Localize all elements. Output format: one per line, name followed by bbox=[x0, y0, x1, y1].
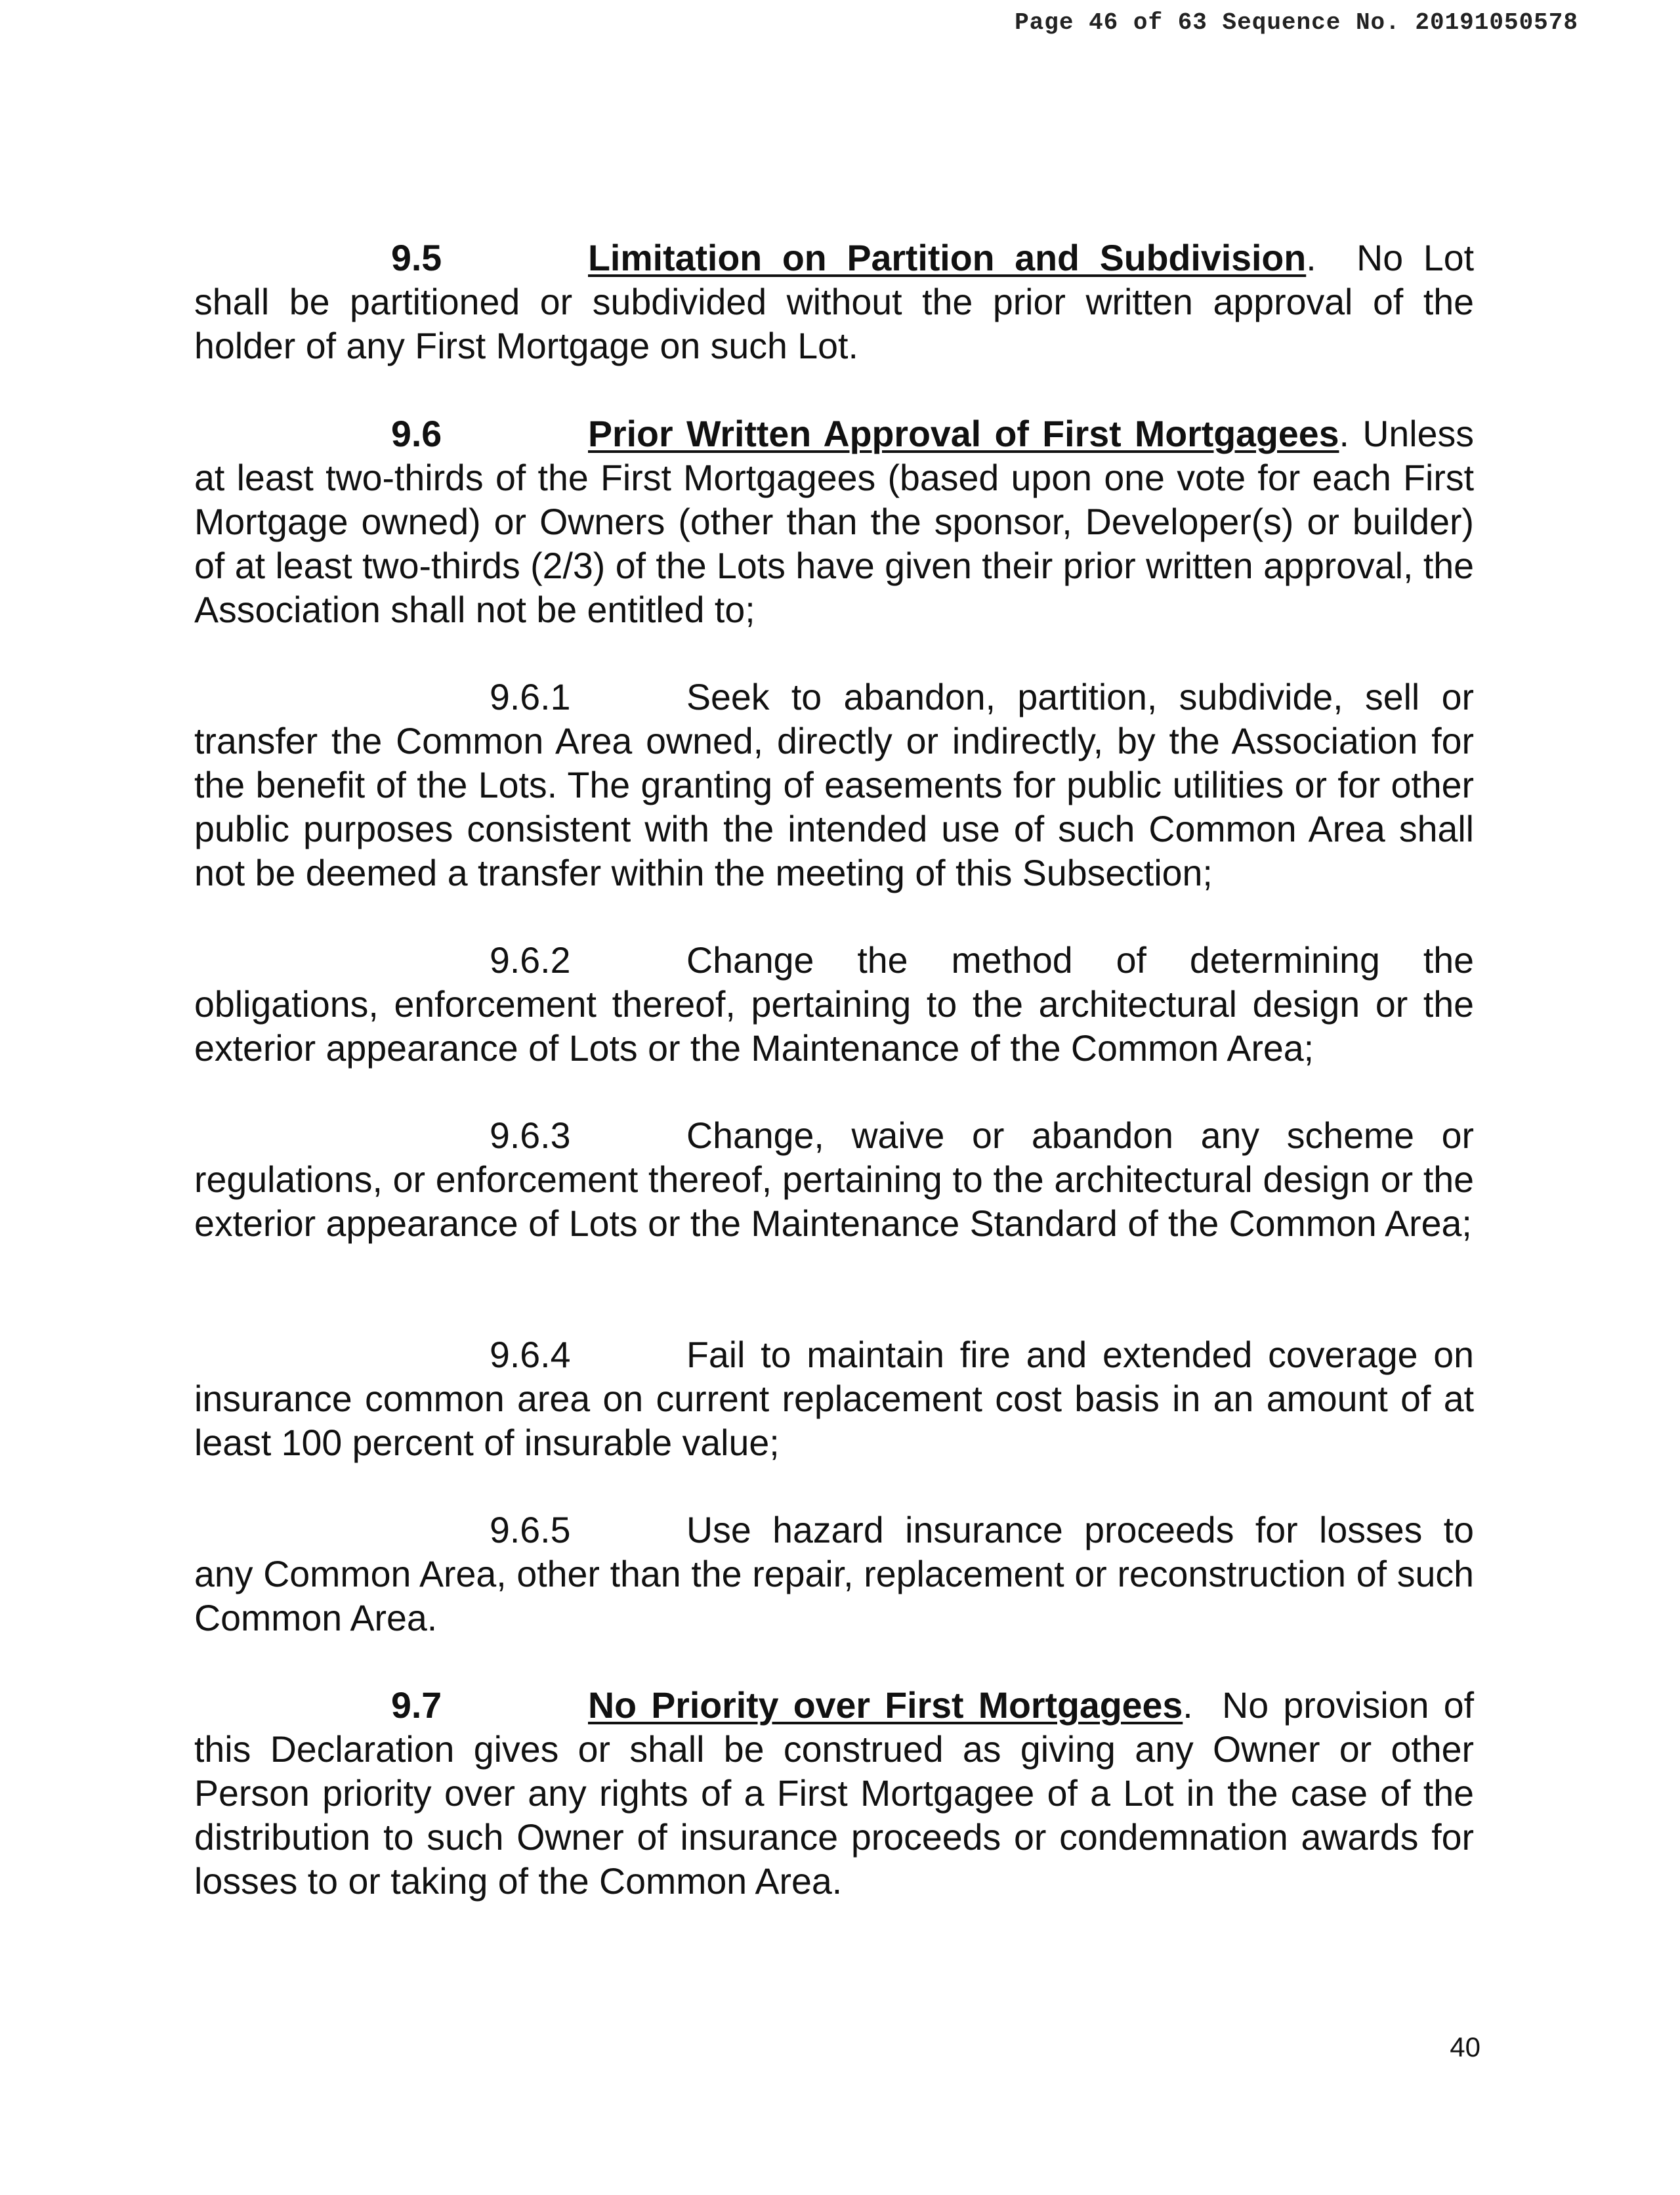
section-9-6-5 bbox=[194, 1508, 1474, 1640]
page-header: Page 46 of 63 Sequence No. 20191050578 bbox=[1015, 9, 1578, 36]
section-text: No Lot shall be partitioned or subdivided without the prior written approval of the holder of any First Mortgage on such Lot. bbox=[194, 238, 1474, 366]
section-heading: Prior Written Approval of First Mortgagees bbox=[588, 414, 1339, 454]
section-9-6-1 bbox=[194, 675, 1474, 895]
section-9-6: 9.6 Prior Written Approval of First Mortgagees. Unless at least two-thirds of the First Mortgagees (based upon one vote for each First Mortgage owned) or Owners (other than the sponsor, Developer(s) or builder) of at least two-thirds (2/3) of the Lots have given their prior written approval, the Association shall not be entitled to; bbox=[194, 414, 1474, 630]
section-9-6-3 bbox=[194, 1114, 1474, 1246]
section-9-6-2 bbox=[194, 939, 1474, 1071]
subsection-text: Seek to abandon, partition, subdivide, sell or transfer the Common Area owned, directly or indirectly, by the Association for the benefit of the Lots. The granting of easements for public utilities or for other public purposes consistent with the intended use of such Common Area shall not be deemed a transfer within the meeting of this Subsection; bbox=[194, 677, 1474, 893]
page-number: 40 bbox=[1450, 2032, 1480, 2062]
subsection-text: Change, waive or abandon any scheme or regulations, or enforcement thereof, pertaining to the architectural design or the exterior appearance of Lots or the Maintenance Standard of the Common Area; bbox=[194, 1115, 1474, 1244]
section-heading: Limitation on Partition and Subdivision bbox=[588, 238, 1307, 278]
section-number: 9.5 bbox=[391, 238, 442, 278]
section-9-5: 9.5 Limitation on Partition and Subdivision. No Lot shall be partitioned or subdivided without the prior written approval of the holder of any First Mortgage on such Lot. bbox=[194, 238, 1474, 366]
section-number: 9.7 bbox=[391, 1685, 442, 1726]
subsection-text: Fail to maintain fire and extended coverage on insurance common area on current replacement cost basis in an amount of at least 100 percent of insurable value; bbox=[194, 1334, 1474, 1463]
section-text: No provision of this Declaration gives or shall be construed as giving any Owner or other Person priority over any rights of a First Mortgagee of a Lot in the case of the distribution to such Owner of insurance proceeds or condemnation awards for losses to or taking of the Common Area. bbox=[194, 1685, 1475, 1902]
subsection-number: 9.6.4 bbox=[490, 1334, 571, 1375]
subsection-text: Change the method of determining the obligations, enforcement thereof, pertaining to the architectural design or the exterior appearance of Lots or the Maintenance of the Common Area; bbox=[194, 940, 1474, 1069]
section-heading: No Priority over First Mortgagees bbox=[588, 1685, 1183, 1726]
section-9-7: 9.7 No Priority over First Mortgagees. No provision of this Declaration gives or shall be construed as giving any Owner or other Person priority over any rights of a First Mortgagee of a Lot in the case of the distribution to such Owner of insurance proceeds or condemnation awards for losses to or taking of the Common Area. bbox=[194, 1685, 1475, 1902]
section-9-6-4 bbox=[194, 1333, 1474, 1465]
section-text: Unless at least two-thirds of the First Mortgagees (based upon one vote for each First Mortgage owned) or Owners (other than the sponsor, Developer(s) or builder) of at least two-thirds (2/3) of the Lots have given their prior written approval, the Association shall not be entitled to; bbox=[194, 414, 1474, 630]
subsection-number: 9.6.2 bbox=[490, 940, 571, 981]
subsection-number: 9.6.3 bbox=[490, 1115, 571, 1156]
section-number: 9.6 bbox=[391, 414, 442, 454]
subsection-number: 9.6.1 bbox=[490, 677, 571, 717]
subsection-text: Use hazard insurance proceeds for losses to any Common Area, other than the repair, replacement or reconstruction of such Common Area. bbox=[194, 1510, 1474, 1638]
subsection-number: 9.6.5 bbox=[490, 1510, 571, 1550]
